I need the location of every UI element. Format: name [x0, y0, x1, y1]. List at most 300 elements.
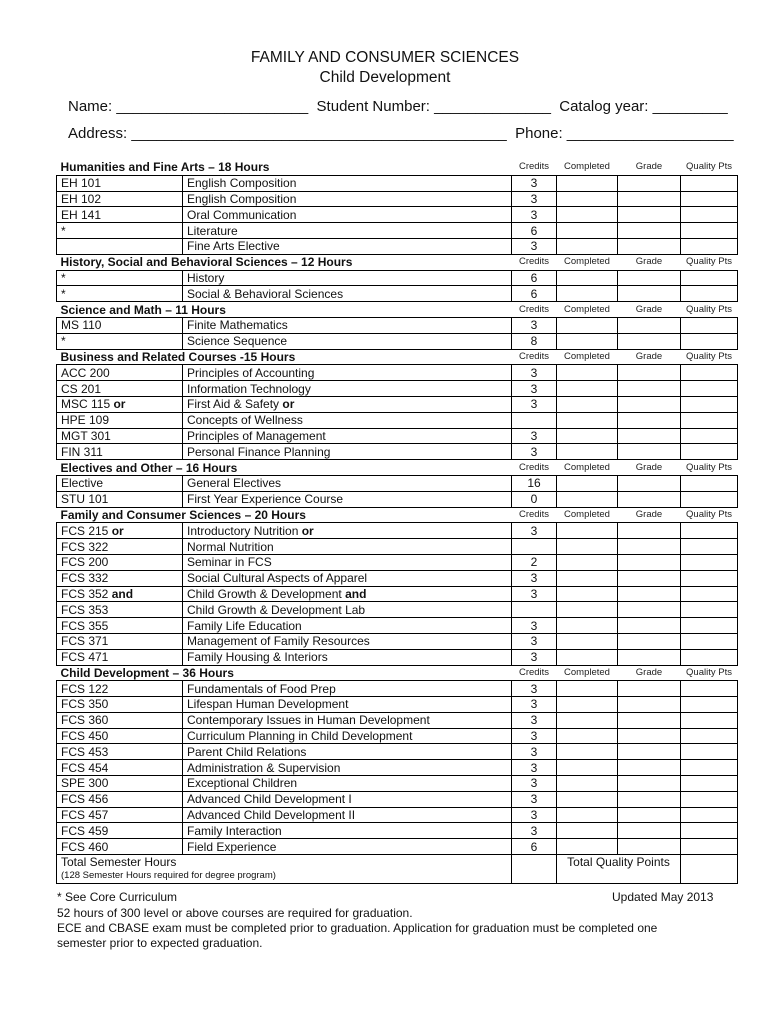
section-header [57, 254, 738, 270]
column-header-quality: Quality Pts [686, 461, 732, 473]
course-row [57, 365, 738, 381]
course-title: Literature [183, 223, 512, 239]
completed-cell[interactable] [557, 839, 618, 855]
column-header-grade: Grade [635, 508, 663, 520]
course-code: FCS 460 [57, 839, 183, 855]
quality-pts-cell[interactable] [681, 760, 738, 776]
course-code: FCS 122 [57, 681, 183, 697]
completed-cell[interactable] [557, 191, 618, 207]
course-row [57, 270, 738, 286]
grade-cell[interactable] [618, 523, 681, 539]
course-row [57, 570, 738, 586]
course-code: CS 201 [57, 381, 183, 397]
course-title: Exceptional Children [183, 776, 512, 792]
grade-cell[interactable] [618, 712, 681, 728]
quality-pts-cell[interactable] [681, 333, 738, 349]
course-code: EH 101 [57, 175, 183, 191]
course-code: FCS 322 [57, 539, 183, 555]
course-title: Family Life Education [183, 618, 512, 634]
column-header-credits: Credits [518, 161, 550, 173]
course-row [57, 286, 738, 302]
column-header-completed: Completed [564, 350, 610, 362]
section-title: Family and Consumer Sciences – 20 Hours [60, 507, 306, 522]
quality-pts-cell[interactable] [681, 475, 738, 491]
course-row [57, 396, 738, 412]
course-row [57, 839, 738, 855]
course-row [57, 191, 738, 207]
curriculum-table [56, 160, 738, 884]
course-credits: 3 [512, 791, 557, 807]
course-code: STU 101 [57, 491, 183, 507]
course-code: FCS 453 [57, 744, 183, 760]
column-header-quality: Quality Pts [686, 161, 732, 173]
course-code: FCS 456 [57, 791, 183, 807]
quality-pts-cell[interactable] [681, 412, 738, 428]
column-header-completed: Completed [564, 508, 610, 520]
column-header-completed: Completed [564, 303, 610, 315]
quality-pts-cell[interactable] [681, 712, 738, 728]
course-credits: 3 [512, 238, 557, 254]
course-code: Elective [57, 475, 183, 491]
course-credits: 2 [512, 554, 557, 570]
quality-pts-cell[interactable] [681, 649, 738, 665]
course-title: Social & Behavioral Sciences [183, 286, 512, 302]
course-title: Information Technology [183, 381, 512, 397]
course-code: MSC 115 or [57, 396, 183, 412]
course-row [57, 428, 738, 444]
course-code: EH 141 [57, 207, 183, 223]
column-header-grade: Grade [635, 161, 663, 173]
course-title: Principles of Management [183, 428, 512, 444]
section-title: Business and Related Courses -15 Hours [60, 349, 296, 364]
course-title: Oral Communication [183, 207, 512, 223]
completed-cell[interactable] [557, 760, 618, 776]
course-title: Finite Mathematics [183, 317, 512, 333]
course-row [57, 207, 738, 223]
quality-pts-cell[interactable] [681, 286, 738, 302]
total-hours-label: Total Semester Hours [61, 855, 177, 870]
completed-cell[interactable] [557, 475, 618, 491]
course-title: Fundamentals of Food Prep [183, 681, 512, 697]
quality-pts-cell[interactable] [681, 365, 738, 381]
course-code: FCS 360 [57, 712, 183, 728]
quality-pts-cell[interactable] [681, 223, 738, 239]
course-title: Normal Nutrition [183, 539, 512, 555]
grade-cell[interactable] [618, 333, 681, 349]
completed-cell[interactable] [557, 618, 618, 634]
course-title: General Electives [183, 475, 512, 491]
quality-pts-cell[interactable] [681, 317, 738, 333]
column-header-credits: Credits [518, 256, 550, 268]
course-credits: 3 [512, 523, 557, 539]
course-code: FCS 471 [57, 649, 183, 665]
course-code: FCS 457 [57, 807, 183, 823]
course-code [57, 238, 183, 254]
column-header-quality: Quality Pts [686, 256, 732, 268]
section-header [57, 349, 738, 365]
grade-cell[interactable] [618, 823, 681, 839]
completed-cell[interactable] [557, 602, 618, 618]
level-requirement-note: 52 hours of 300 level or above courses are required for graduation. [57, 906, 413, 920]
quality-pts-cell[interactable] [681, 207, 738, 223]
column-header-grade: Grade [635, 303, 663, 315]
form-subtitle: Child Development [319, 69, 451, 86]
grade-cell[interactable] [618, 586, 681, 602]
quality-pts-cell[interactable] [681, 776, 738, 792]
course-code: FCS 352 and [57, 586, 183, 602]
completed-cell[interactable] [557, 207, 618, 223]
course-credits: 3 [512, 744, 557, 760]
grade-cell[interactable] [618, 776, 681, 792]
quality-pts-cell[interactable] [681, 570, 738, 586]
quality-pts-cell[interactable] [681, 807, 738, 823]
course-title: Principles of Accounting [183, 365, 512, 381]
grade-cell[interactable] [618, 539, 681, 555]
updated-date: Updated May 2013 [612, 890, 714, 904]
completed-cell[interactable] [557, 365, 618, 381]
course-title: Child Growth & Development and [183, 586, 512, 602]
column-header-credits: Credits [518, 350, 550, 362]
course-title: Science Sequence [183, 333, 512, 349]
course-credits: 3 [512, 697, 557, 713]
course-credits: 3 [512, 365, 557, 381]
completed-cell[interactable] [557, 681, 618, 697]
grade-cell[interactable] [618, 270, 681, 286]
completed-cell[interactable] [557, 238, 618, 254]
total-hours-cell[interactable] [57, 855, 512, 884]
course-row [57, 744, 738, 760]
column-header-credits: Credits [518, 666, 550, 678]
course-code: HPE 109 [57, 412, 183, 428]
course-title: Parent Child Relations [183, 744, 512, 760]
course-code: FCS 332 [57, 570, 183, 586]
quality-pts-cell[interactable] [681, 175, 738, 191]
course-title: English Composition [183, 191, 512, 207]
quality-pts-cell[interactable] [681, 428, 738, 444]
total-quality-label: Total Quality Points [557, 855, 681, 884]
total-credits-cell[interactable] [512, 855, 557, 884]
grade-cell[interactable] [618, 238, 681, 254]
course-title: Field Experience [183, 839, 512, 855]
course-credits: 3 [512, 649, 557, 665]
completed-cell[interactable] [557, 523, 618, 539]
grade-cell[interactable] [618, 728, 681, 744]
completed-cell[interactable] [557, 381, 618, 397]
grade-cell[interactable] [618, 649, 681, 665]
course-row [57, 823, 738, 839]
column-header-grade: Grade [635, 666, 663, 678]
grade-cell[interactable] [618, 602, 681, 618]
completed-cell[interactable] [557, 539, 618, 555]
grade-cell[interactable] [618, 223, 681, 239]
column-header-completed: Completed [564, 461, 610, 473]
exam-requirement-note: ECE and CBASE exam must be completed prior to graduation. Application for graduation must be completed one [57, 921, 658, 935]
course-code: * [57, 223, 183, 239]
course-credits: 3 [512, 444, 557, 460]
grade-cell[interactable] [618, 791, 681, 807]
grade-cell[interactable] [618, 381, 681, 397]
quality-pts-cell[interactable] [681, 523, 738, 539]
quality-pts-cell[interactable] [681, 396, 738, 412]
completed-cell[interactable] [557, 333, 618, 349]
completed-cell[interactable] [557, 223, 618, 239]
course-code: FCS 353 [57, 602, 183, 618]
course-row [57, 618, 738, 634]
course-credits: 3 [512, 633, 557, 649]
course-row [57, 223, 738, 239]
grade-cell[interactable] [618, 475, 681, 491]
grade-cell[interactable] [618, 633, 681, 649]
grade-cell[interactable] [618, 175, 681, 191]
course-credits: 3 [512, 823, 557, 839]
address-phone-line[interactable]: Address: _____________________________________________ Phone: ____________________ [68, 125, 734, 142]
quality-pts-cell[interactable] [681, 539, 738, 555]
column-header-quality: Quality Pts [686, 350, 732, 362]
course-title: Contemporary Issues in Human Development [183, 712, 512, 728]
grade-cell[interactable] [618, 839, 681, 855]
grade-cell[interactable] [618, 365, 681, 381]
course-row [57, 586, 738, 602]
quality-pts-cell[interactable] [681, 618, 738, 634]
course-row [57, 444, 738, 460]
course-credits: 8 [512, 333, 557, 349]
course-credits: 3 [512, 586, 557, 602]
course-title: Management of Family Resources [183, 633, 512, 649]
column-header-completed: Completed [564, 161, 610, 173]
section-header [57, 460, 738, 476]
column-header-grade: Grade [635, 256, 663, 268]
completed-cell[interactable] [557, 444, 618, 460]
course-code: FCS 200 [57, 554, 183, 570]
quality-pts-cell[interactable] [681, 491, 738, 507]
quality-pts-cell[interactable] [681, 839, 738, 855]
course-row [57, 807, 738, 823]
course-credits: 3 [512, 776, 557, 792]
course-title: Advanced Child Development I [183, 791, 512, 807]
course-title: Lifespan Human Development [183, 697, 512, 713]
course-credits: 3 [512, 712, 557, 728]
course-title: First Year Experience Course [183, 491, 512, 507]
course-code: FCS 215 or [57, 523, 183, 539]
section-header [57, 302, 738, 318]
section-title: History, Social and Behavioral Sciences – 12 Hours [60, 255, 353, 270]
column-header-completed: Completed [564, 666, 610, 678]
course-title: Curriculum Planning in Child Development [183, 728, 512, 744]
completed-cell[interactable] [557, 823, 618, 839]
quality-pts-cell[interactable] [681, 681, 738, 697]
quality-pts-cell[interactable] [681, 697, 738, 713]
course-credits: 3 [512, 207, 557, 223]
course-title: Advanced Child Development II [183, 807, 512, 823]
course-credits: 3 [512, 618, 557, 634]
course-row [57, 712, 738, 728]
quality-pts-cell[interactable] [681, 586, 738, 602]
completed-cell[interactable] [557, 175, 618, 191]
course-code: * [57, 286, 183, 302]
completed-cell[interactable] [557, 712, 618, 728]
course-code: ACC 200 [57, 365, 183, 381]
completed-cell[interactable] [557, 491, 618, 507]
grade-cell[interactable] [618, 207, 681, 223]
completed-cell[interactable] [557, 791, 618, 807]
form-title: FAMILY AND CONSUMER SCIENCES [250, 49, 520, 66]
grade-cell[interactable] [618, 744, 681, 760]
course-title: Concepts of Wellness [183, 412, 512, 428]
grade-cell[interactable] [618, 491, 681, 507]
course-credits: 16 [512, 475, 557, 491]
course-title: Family Housing & Interiors [183, 649, 512, 665]
quality-pts-cell[interactable] [681, 728, 738, 744]
course-title: Personal Finance Planning [183, 444, 512, 460]
grade-cell[interactable] [618, 807, 681, 823]
section-header [57, 507, 738, 523]
course-row [57, 554, 738, 570]
course-code: FCS 454 [57, 760, 183, 776]
grade-cell[interactable] [618, 554, 681, 570]
grade-cell[interactable] [618, 396, 681, 412]
course-credits: 3 [512, 175, 557, 191]
course-title: English Composition [183, 175, 512, 191]
completed-cell[interactable] [557, 286, 618, 302]
grade-cell[interactable] [618, 618, 681, 634]
quality-pts-cell[interactable] [681, 238, 738, 254]
course-code: * [57, 333, 183, 349]
course-credits: 3 [512, 381, 557, 397]
course-credits: 3 [512, 428, 557, 444]
grade-cell[interactable] [618, 760, 681, 776]
course-row [57, 791, 738, 807]
grade-cell[interactable] [618, 317, 681, 333]
section-header [57, 665, 738, 681]
course-title: Fine Arts Elective [183, 238, 512, 254]
course-code: SPE 300 [57, 776, 183, 792]
course-title: Social Cultural Aspects of Apparel [183, 570, 512, 586]
course-title: First Aid & Safety or [183, 396, 512, 412]
course-credits: 6 [512, 839, 557, 855]
total-quality-points-cell[interactable] [681, 855, 738, 884]
grade-cell[interactable] [618, 286, 681, 302]
section-title: Science and Math – 11 Hours [60, 302, 226, 317]
quality-pts-cell[interactable] [681, 554, 738, 570]
column-header-quality: Quality Pts [686, 508, 732, 520]
completed-cell[interactable] [557, 807, 618, 823]
course-row [57, 412, 738, 428]
column-header-credits: Credits [518, 461, 550, 473]
course-title: Child Growth & Development Lab [183, 602, 512, 618]
course-credits: 3 [512, 681, 557, 697]
quality-pts-cell[interactable] [681, 791, 738, 807]
totals-row [57, 855, 738, 884]
completed-cell[interactable] [557, 396, 618, 412]
grade-cell[interactable] [618, 697, 681, 713]
course-row [57, 175, 738, 191]
course-row [57, 602, 738, 618]
column-header-completed: Completed [564, 256, 610, 268]
completed-cell[interactable] [557, 649, 618, 665]
quality-pts-cell[interactable] [681, 381, 738, 397]
course-credits: 3 [512, 728, 557, 744]
course-row [57, 633, 738, 649]
course-credits: 3 [512, 191, 557, 207]
total-hours-note: (128 Semester Hours required for degree program) [61, 870, 276, 882]
name-student-catalog-line[interactable]: Name: _______________________ Student Number: ______________ Catalog year: _________ [68, 98, 728, 115]
course-row [57, 333, 738, 349]
course-credits: 3 [512, 760, 557, 776]
course-row [57, 381, 738, 397]
grade-cell[interactable] [618, 570, 681, 586]
course-code: FCS 459 [57, 823, 183, 839]
completed-cell[interactable] [557, 744, 618, 760]
quality-pts-cell[interactable] [681, 823, 738, 839]
quality-pts-cell[interactable] [681, 444, 738, 460]
completed-cell[interactable] [557, 697, 618, 713]
course-row [57, 728, 738, 744]
course-credits: 6 [512, 286, 557, 302]
column-header-quality: Quality Pts [686, 303, 732, 315]
course-title: Seminar in FCS [183, 554, 512, 570]
completed-cell[interactable] [557, 554, 618, 570]
course-row [57, 649, 738, 665]
course-code: MS 110 [57, 317, 183, 333]
course-credits: 6 [512, 223, 557, 239]
course-row [57, 238, 738, 254]
course-code: FCS 371 [57, 633, 183, 649]
course-code: * [57, 270, 183, 286]
course-code: FIN 311 [57, 444, 183, 460]
course-credits: 3 [512, 396, 557, 412]
completed-cell[interactable] [557, 428, 618, 444]
completed-cell[interactable] [557, 317, 618, 333]
quality-pts-cell[interactable] [681, 191, 738, 207]
completed-cell[interactable] [557, 586, 618, 602]
exam-requirement-note-cont: semester prior to expected graduation. [57, 936, 263, 950]
completed-cell[interactable] [557, 633, 618, 649]
grade-cell[interactable] [618, 681, 681, 697]
grade-cell[interactable] [618, 191, 681, 207]
course-title: History [183, 270, 512, 286]
course-credits: 0 [512, 491, 557, 507]
course-code: MGT 301 [57, 428, 183, 444]
section-title: Child Development – 36 Hours [60, 665, 234, 680]
quality-pts-cell[interactable] [681, 744, 738, 760]
course-row [57, 523, 738, 539]
grade-cell[interactable] [618, 412, 681, 428]
completed-cell[interactable] [557, 412, 618, 428]
course-row [57, 681, 738, 697]
completed-cell[interactable] [557, 570, 618, 586]
core-curriculum-note: * See Core Curriculum [57, 890, 178, 904]
grade-cell[interactable] [618, 428, 681, 444]
course-row [57, 491, 738, 507]
column-header-grade: Grade [635, 350, 663, 362]
quality-pts-cell[interactable] [681, 633, 738, 649]
column-header-credits: Credits [518, 303, 550, 315]
quality-pts-cell[interactable] [681, 270, 738, 286]
section-header [57, 160, 738, 175]
course-credits: 3 [512, 570, 557, 586]
course-credits [512, 602, 557, 618]
completed-cell[interactable] [557, 728, 618, 744]
completed-cell[interactable] [557, 270, 618, 286]
column-header-quality: Quality Pts [686, 666, 732, 678]
quality-pts-cell[interactable] [681, 602, 738, 618]
course-row [57, 539, 738, 555]
completed-cell[interactable] [557, 776, 618, 792]
course-title: Introductory Nutrition or [183, 523, 512, 539]
course-row [57, 317, 738, 333]
course-row [57, 697, 738, 713]
grade-cell[interactable] [618, 444, 681, 460]
